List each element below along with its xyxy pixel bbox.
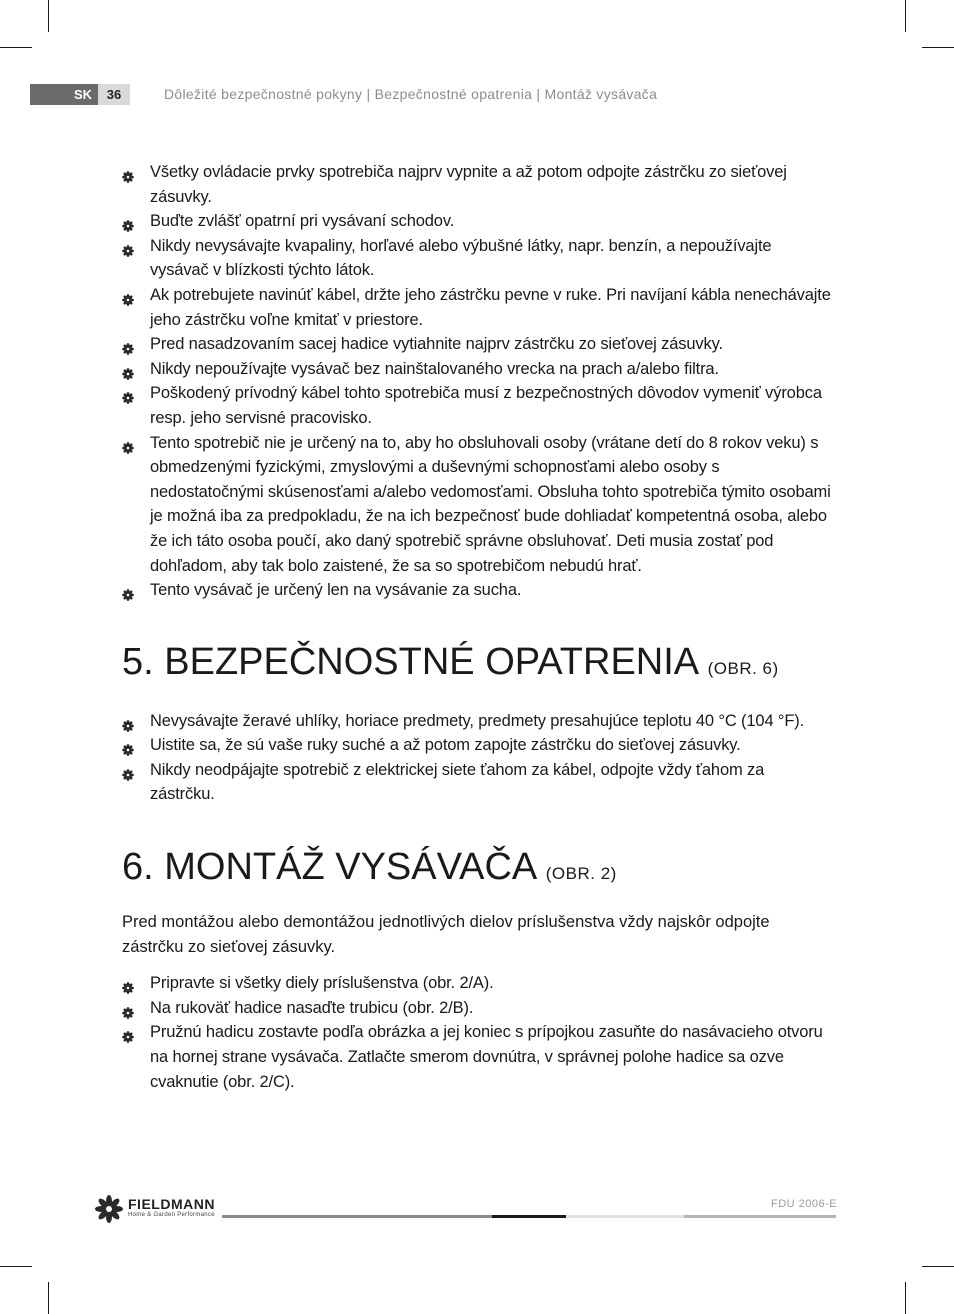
flower-bullet-icon: [122, 977, 134, 989]
section-6-figure-ref: (OBR. 2): [545, 864, 617, 884]
flower-bullet-icon: [122, 387, 134, 399]
brand-name: FIELDMANN: [128, 1196, 215, 1212]
flower-bullet-icon: [122, 584, 134, 596]
crop-mark: [905, 0, 906, 32]
crop-mark: [48, 1282, 49, 1314]
footer-rule: [222, 1215, 492, 1218]
section-5-title: 5. BEZPEČNOSTNÉ OPATRENIA: [122, 640, 698, 683]
list-item: [122, 160, 832, 209]
footer-rule: [492, 1215, 566, 1218]
flower-bullet-icon: [122, 1026, 134, 1038]
list-item-text: Ak potrebujete navinúť kábel, držte jeho zástrčku pevne v ruke. Pri navíjaní kábla nenechávajte jeho zástrčku voľne kmitať v priestore.: [150, 285, 831, 329]
footer-rule: [566, 1215, 684, 1218]
crop-mark: [0, 47, 32, 48]
section-6-intro: Pred montážou alebo demontážou jednotlivých dielov príslušenstva vždy najskôr odpojte zástrčku zo sieťovej zásuvky.: [122, 913, 770, 956]
list-item-text: Nikdy nevysávajte kvapaliny, horľavé alebo výbušné látky, napr. benzín, a nepoužívajte vysávač v blízkosti týchto látok.: [150, 236, 772, 280]
list-item-text: Nevysávajte žeravé uhlíky, horiace predmety, predmety presahujúce teplotu 40 °C (104 °F).: [150, 711, 805, 730]
section-6-title: 6. MONTÁŽ VYSÁVAČA: [122, 846, 536, 889]
list-item: [122, 283, 832, 332]
list-item: [122, 1020, 832, 1094]
list-item: [122, 431, 832, 579]
list-item: [122, 357, 832, 382]
list-item-text: Poškodený prívodný kábel tohto spotrebiča musí z bezpečnostných dôvodov vymeniť výrobca resp. jeho servisné pracovisko.: [150, 384, 822, 427]
flower-bullet-icon: [122, 764, 134, 776]
fieldmann-logo: [94, 1194, 224, 1224]
crop-mark: [905, 1282, 906, 1314]
section-5-heading: [122, 640, 832, 691]
section-6-heading: [122, 845, 832, 896]
list-item: [122, 996, 832, 1021]
list-item-text: Všetky ovládacie prvky spotrebiča najprv vypnite a až potom odpojte zástrčku zo sieťovej zásuvky.: [150, 163, 787, 206]
flower-bullet-icon: [122, 1002, 134, 1014]
list-item-text: Na rukoväť hadice nasaďte trubicu (obr. 2/B).: [150, 998, 474, 1017]
list-item: [122, 971, 832, 996]
list-item-text: Pružnú hadicu zostavte podľa obrázka a jej koniec s prípojkou zasuňte do nasávacieho otvoru na hornej strane vysávača. Zatlačte smerom dovnútra, v správnej polohe hadice sa ozve cvaknutie (obr. 2/C).: [150, 1023, 823, 1091]
list-item: [122, 709, 832, 734]
crop-mark: [0, 1266, 32, 1267]
flower-bullet-icon: [122, 715, 134, 727]
crop-mark: [922, 1266, 954, 1267]
flower-bullet-icon: [122, 215, 134, 227]
crop-mark: [48, 0, 49, 32]
flower-bullet-icon: [122, 166, 134, 178]
safety-list: [122, 160, 832, 603]
list-item-text: Uistite sa, že sú vaše ruky suché a až potom zapojte zástrčku do sieťovej zásuvky.: [150, 736, 741, 755]
list-item: [122, 381, 832, 430]
list-item-text: Nikdy nepoužívajte vysávač bez nainštalovaného vrecka na prach a/alebo filtra.: [150, 359, 719, 378]
flower-bullet-icon: [122, 289, 134, 301]
list-item: [122, 209, 832, 234]
list-item: [122, 733, 832, 758]
main-content: [122, 160, 832, 1094]
flower-bullet-icon: [122, 437, 134, 449]
page-number: 36: [98, 84, 130, 105]
breadcrumb: Dôležité bezpečnostné pokyny | Bezpečnostné opatrenia | Montáž vysávača: [164, 86, 658, 102]
language-badge: SK: [30, 84, 98, 105]
brand-tagline: Home & Garden Performance: [128, 1212, 215, 1218]
list-item-text: Tento spotrebič nie je určený na to, aby ho obsluhovali osoby (vrátane detí do 8 rokov veku) s obmedzenými fyzickými, zmyslovými a duševnými schopnosťami alebo osoby s nedostatočnými skúsenosťami a/alebo vedomosťami. Obsluha tohto spotrebiča týmito osobami je možná iba za predpokladu, že na ich bezpečnosť bude dohliadať kompetentná osoba, alebo že ich táto osoba poučí, ako daný spotrebič správne obsluhovať. Deti musia zostať pod dohľadom, aby tak bolo zaistené, že sa so spotrebičom nebudú hrať.: [150, 433, 831, 575]
section-5-list: [122, 709, 832, 807]
list-item-text: Nikdy neodpájajte spotrebič z elektrickej siete ťahom za kábel, odpojte vždy ťahom za zástrčku.: [150, 760, 765, 804]
flower-bullet-icon: [122, 739, 134, 751]
list-item-text: Pripravte si všetky diely príslušenstva (obr. 2/A).: [150, 974, 494, 993]
flower-bullet-icon: [122, 240, 134, 252]
list-item-text: Tento vysávač je určený len na vysávanie za sucha.: [150, 581, 522, 600]
section-5-figure-ref: (OBR. 6): [707, 658, 779, 678]
footer-rule: [684, 1215, 836, 1218]
list-item-text: Buďte zvlášť opatrní pri vysávaní schodov.: [150, 212, 455, 231]
flower-bullet-icon: [122, 338, 134, 350]
list-item-text: Pred nasadzovaním sacej hadice vytiahnite najprv zástrčku zo sieťovej zásuvky.: [150, 335, 723, 354]
page-header: [30, 84, 130, 105]
model-code: FDU 2006-E: [771, 1198, 838, 1210]
list-item: [122, 578, 832, 603]
flower-logo-icon: [94, 1194, 124, 1224]
list-item: [122, 234, 832, 283]
flower-bullet-icon: [122, 363, 134, 375]
list-item: [122, 758, 832, 807]
list-item: [122, 332, 832, 357]
crop-mark: [922, 47, 954, 48]
section-6-list: [122, 971, 832, 1094]
